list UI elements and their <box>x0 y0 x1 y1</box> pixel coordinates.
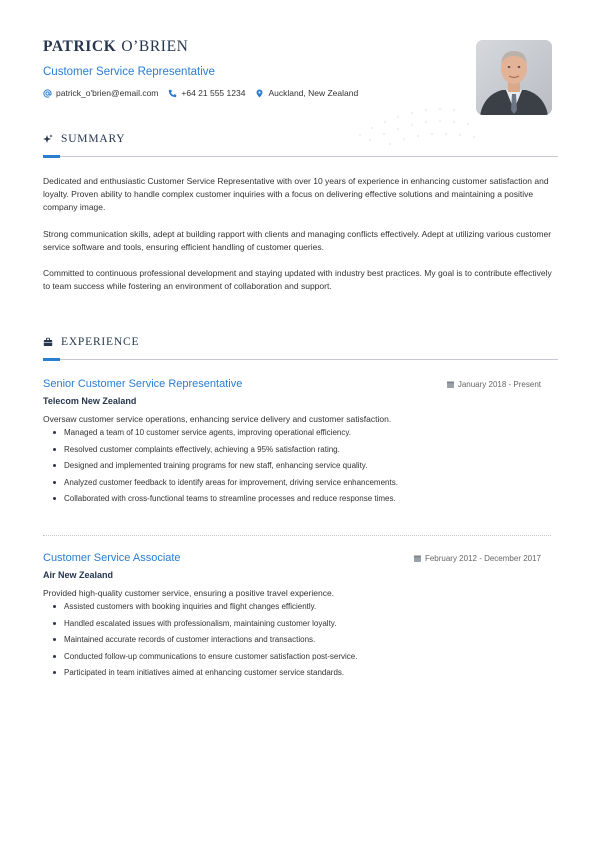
list-item: Handled escalated issues with professionalism, maintaining customer loyalty. <box>53 618 558 629</box>
entry-separator <box>43 535 551 536</box>
calendar-icon <box>414 555 421 562</box>
experience-divider <box>43 358 558 361</box>
profile-photo <box>476 40 552 115</box>
job-description: Oversaw customer service operations, enhancing service delivery and customer satisfaction. <box>43 414 392 424</box>
first-name: PATRICK <box>43 38 117 55</box>
job-dates-text: January 2018 - Present <box>457 379 541 389</box>
contact-email[interactable] <box>43 87 158 99</box>
list-item: Analyzed customer feedback to identify areas for improvement, driving service enhancements. <box>53 477 558 488</box>
job-dates-text: February 2012 - December 2017 <box>424 553 541 563</box>
summary-divider <box>43 155 558 158</box>
list-item: Participated in team initiatives aimed at enhancing customer service standards. <box>53 667 558 678</box>
job-dates <box>414 554 541 563</box>
job-achievements <box>43 427 558 504</box>
contact-info <box>43 87 463 99</box>
list-item: Managed a team of 10 customer service agents, improving operational efficiency. <box>53 427 558 438</box>
job-description: Provided high-quality customer service, ensuring a positive travel experience. <box>43 588 335 598</box>
summary-section-header <box>43 132 558 158</box>
job-entry <box>43 377 558 510</box>
job-achievements <box>43 601 558 678</box>
portrait-illustration <box>476 40 552 115</box>
job-role: Customer Service Representative <box>43 66 215 78</box>
summary-title-row <box>43 132 558 146</box>
summary-paragraph: Strong communication skills, adept at building rapport with clients and managing conflicts effectively. Adept at utilizing various customer service software and tools, ensuring efficient handling of customer queries. <box>43 228 552 252</box>
list-item: Assisted customers with booking inquiries and flight changes efficiently. <box>53 601 558 612</box>
summary-title: SUMMARY <box>61 133 126 145</box>
contact-phone[interactable] <box>168 87 245 99</box>
briefcase-icon <box>43 337 53 347</box>
email-text: patrick_o'brien@email.com <box>56 88 159 98</box>
contact-location <box>255 87 358 99</box>
resume-header <box>43 38 463 99</box>
company-name: Telecom New Zealand <box>43 396 137 406</box>
location-pin-icon <box>255 89 264 98</box>
experience-title: EXPERIENCE <box>61 336 140 348</box>
list-item: Resolved customer complaints effectively, achieving a 95% satisfaction rating. <box>53 444 558 455</box>
job-title: Customer Service Associate <box>43 552 181 564</box>
list-item: Conducted follow-up communications to ensure customer satisfaction post-service. <box>53 651 558 662</box>
experience-section-header <box>43 335 558 361</box>
job-header <box>43 551 558 565</box>
location-text: Auckland, New Zealand <box>268 88 359 98</box>
summary-paragraph: Committed to continuous professional development and staying updated with industry best practices. My goal is to contribute effectively to team success while fostering an environment of collaboration and support. <box>43 268 552 292</box>
list-item: Maintained accurate records of customer interactions and transactions. <box>53 634 558 645</box>
list-item: Collaborated with cross-functional teams to streamline processes and reduce response times. <box>53 493 558 504</box>
summary-paragraph: Dedicated and enthusiastic Customer Service Representative with over 10 years of experience in enhancing customer satisfaction and loyalty. Proven ability to handle complex customer inquiries with a focus on delivering effective solutions and maintaining a positive company image. <box>43 176 549 213</box>
phone-icon <box>168 89 177 98</box>
list-item: Designed and implemented training programs for new staff, enhancing service quality. <box>53 460 558 471</box>
full-name <box>43 38 463 56</box>
calendar-icon <box>447 381 454 388</box>
job-entry <box>43 551 558 684</box>
job-dates <box>447 380 541 389</box>
last-name: O’BRIEN <box>121 38 189 55</box>
summary-text <box>43 175 558 306</box>
company-name: Air New Zealand <box>43 570 114 580</box>
sparkle-icon <box>43 134 53 144</box>
job-title: Senior Customer Service Representative <box>43 378 243 390</box>
at-icon <box>43 89 52 98</box>
experience-title-row <box>43 335 558 349</box>
phone-text: +64 21 555 1234 <box>181 88 246 98</box>
job-header <box>43 377 558 391</box>
